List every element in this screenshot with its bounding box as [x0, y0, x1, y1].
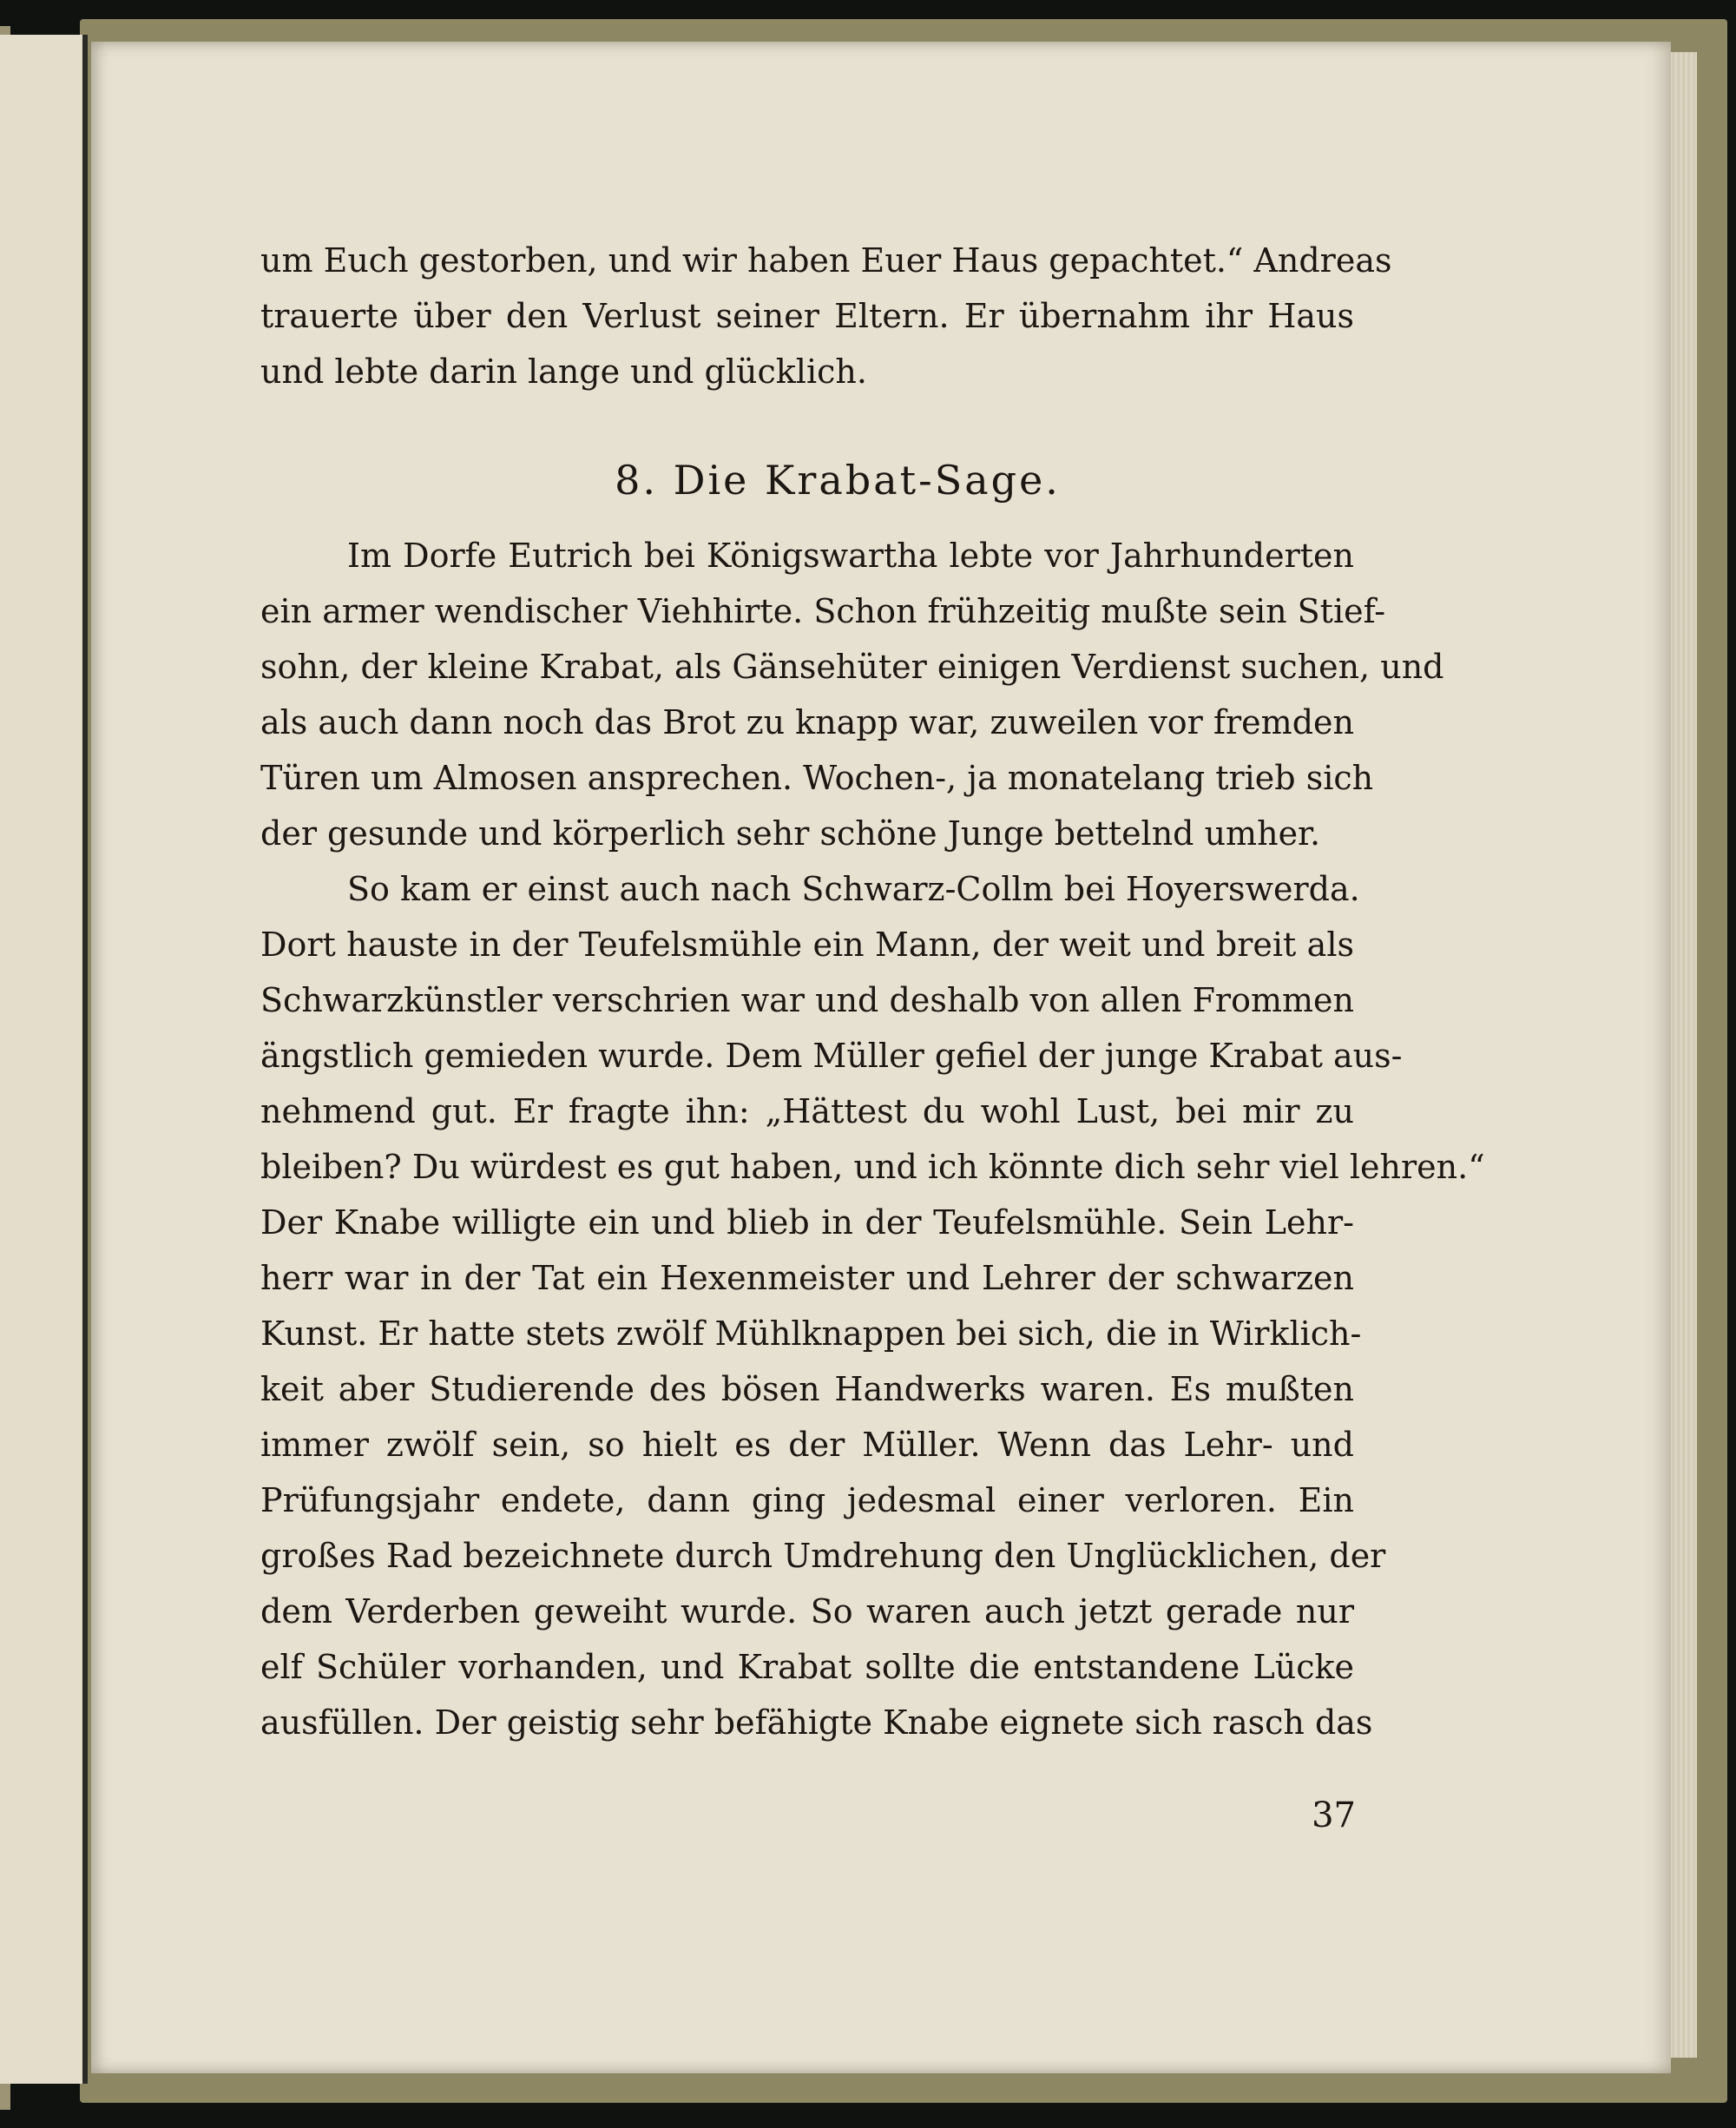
text-line: keit aber Studierende des bösen Handwerks waren. Es mußten	[260, 1370, 1354, 1408]
page-number: 37	[1312, 1795, 1356, 1835]
left-page-edge	[0, 35, 88, 2084]
text-line: elf Schüler vorhanden, und Krabat sollte die entstandene Lücke	[260, 1648, 1354, 1686]
text-line: um Euch gestorben, und wir haben Euer Haus gepachtet.“ Andreas	[260, 241, 1392, 280]
section-gap	[260, 399, 1354, 432]
text-line: Prüfungsjahr endete, dann ging jedesmal einer verloren. Ein	[260, 1481, 1354, 1519]
text-line: ausfüllen. Der geistig sehr befähigte Knabe eignete sich rasch das	[260, 1703, 1373, 1742]
page-text	[260, 233, 1485, 1750]
text-line: bleiben? Du würdest es gut haben, und ich könnte dich sehr viel lehren.“	[260, 1148, 1485, 1186]
text-line: herr war in der Tat ein Hexenmeister und Lehrer der schwarzen	[260, 1259, 1354, 1297]
section-heading: 8. Die Krabat-Sage.	[615, 457, 1061, 504]
page-stack-edge	[1671, 52, 1697, 2058]
text-line: dem Verderben geweiht wurde. So waren auch jetzt gerade nur	[260, 1592, 1354, 1631]
text-line: sohn, der kleine Krabat, als Gänsehüter einigen Verdienst suchen, und	[260, 648, 1444, 686]
text-line: Kunst. Er hatte stets zwölf Mühlknappen bei sich, die in Wirklich-	[260, 1314, 1362, 1353]
text-line: Türen um Almosen ansprechen. Wochen-, ja monatelang trieb sich	[260, 759, 1374, 797]
text-line: So kam er einst auch nach Schwarz-Collm bei Hoyerswerda.	[347, 870, 1360, 908]
text-line: immer zwölf sein, so hielt es der Müller. Wenn das Lehr- und	[260, 1426, 1354, 1464]
text-line: und lebte darin lange und glücklich.	[260, 352, 867, 391]
text-line: großes Rad bezeichnete durch Umdrehung den Unglücklichen, der	[260, 1537, 1386, 1575]
text-line: ängstlich gemieden wurde. Dem Müller gefiel der junge Krabat aus-	[260, 1037, 1403, 1075]
text-line: trauerte über den Verlust seiner Eltern. Er übernahm ihr Haus	[260, 297, 1354, 335]
text-line: als auch dann noch das Brot zu knapp war, zuweilen vor fremden	[260, 703, 1354, 741]
text-line: nehmend gut. Er fragte ihn: „Hättest du wohl Lust, bei mir zu	[260, 1092, 1354, 1130]
text-line: Dort hauste in der Teufelsmühle ein Mann, der weit und breit als	[260, 926, 1354, 964]
text-line: Im Dorfe Eutrich bei Königswartha lebte vor Jahrhunderten	[347, 537, 1354, 575]
text-line: ein armer wendischer Viehhirte. Schon frühzeitig mußte sein Stief-	[260, 592, 1386, 630]
text-line: Der Knabe willigte ein und blieb in der Teufelsmühle. Sein Lehr-	[260, 1203, 1354, 1242]
text-line: Schwarzkünstler verschrien war und deshalb von allen Frommen	[260, 981, 1354, 1019]
text-line: der gesunde und körperlich sehr schöne Junge bettelnd umher.	[260, 814, 1321, 853]
